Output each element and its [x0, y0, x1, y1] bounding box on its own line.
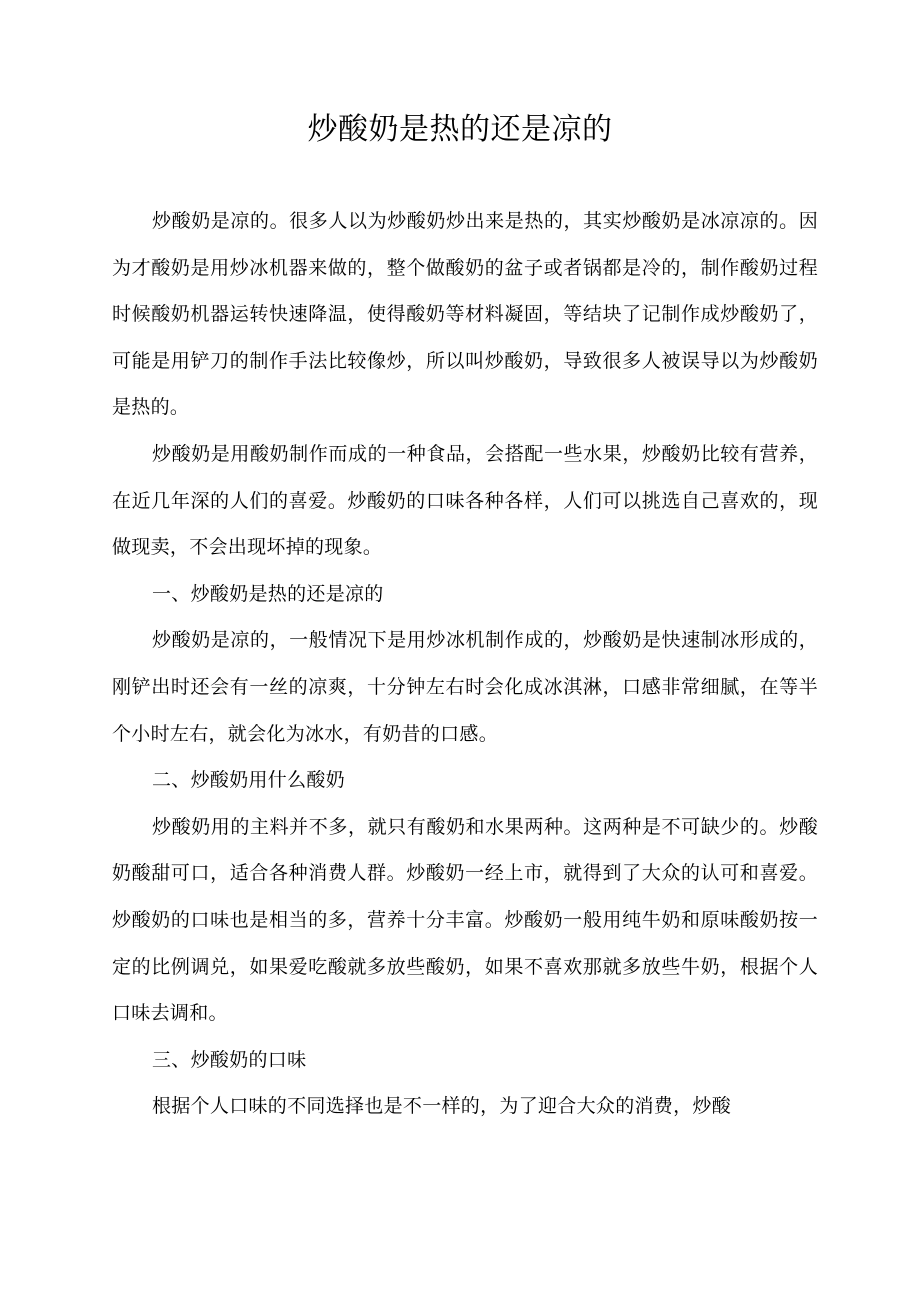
section-heading-which-yogurt: 二、炒酸奶用什么酸奶: [152, 769, 346, 792]
paragraph-intro-cold: 炒酸奶是凉的。很多人以为炒酸奶炒出来是热的，其实炒酸奶是冰凉凉的。因为才酸奶是用炒冰机器来做的，整个做酸奶的盆子或者锅都是冷的，制作酸奶过程时候酸奶机器运转快速降温，使得酸奶等材料凝固，等结块了记制作成炒酸奶了，可能是用铲刀的制作手法比较像炒，所以叫炒酸奶，导致很多人被误导以为炒酸奶是热的。: [112, 210, 818, 419]
paragraph-which-yogurt: 炒酸奶用的主料并不多，就只有酸奶和水果两种。这两种是不可缺少的。炒酸奶酸甜可口，适合各种消费人群。炒酸奶一经上市，就得到了大众的认可和喜爱。炒酸奶的口味也是相当的多，营养十分丰富。炒酸奶一般用纯牛奶和原味酸奶按一定的比例调兑，如果爱吃酸就多放些酸奶，如果不喜欢那就多放些牛奶，根据个人口味去调和。: [112, 815, 818, 1025]
paragraph-flavors: 根据个人口味的不同选择也是不一样的，为了迎合大众的消费，炒酸: [152, 1095, 732, 1118]
document-body: [112, 198, 818, 1130]
document-title: 炒酸奶是热的还是凉的: [307, 112, 613, 147]
paragraph-overview: 炒酸奶是用酸奶制作而成的一种食品，会搭配一些水果，炒酸奶比较有营养，在近几年深的人们的喜爱。炒酸奶的口味各种各样，人们可以挑选自己喜欢的，现做现卖，不会出现坏掉的现象。: [112, 442, 818, 559]
section-heading-hot-or-cold: 一、炒酸奶是热的还是凉的: [152, 582, 384, 605]
paragraph-hot-or-cold: 炒酸奶是凉的，一般情况下是用炒冰机制作成的，炒酸奶是快速制冰形成的，刚铲出时还会有一丝的凉爽，十分钟左右时会化成冰淇淋，口感非常细腻，在等半个小时左右，就会化为冰水，有奶昔的口感。: [112, 629, 818, 745]
section-heading-flavors: 三、炒酸奶的口味: [152, 1048, 307, 1071]
